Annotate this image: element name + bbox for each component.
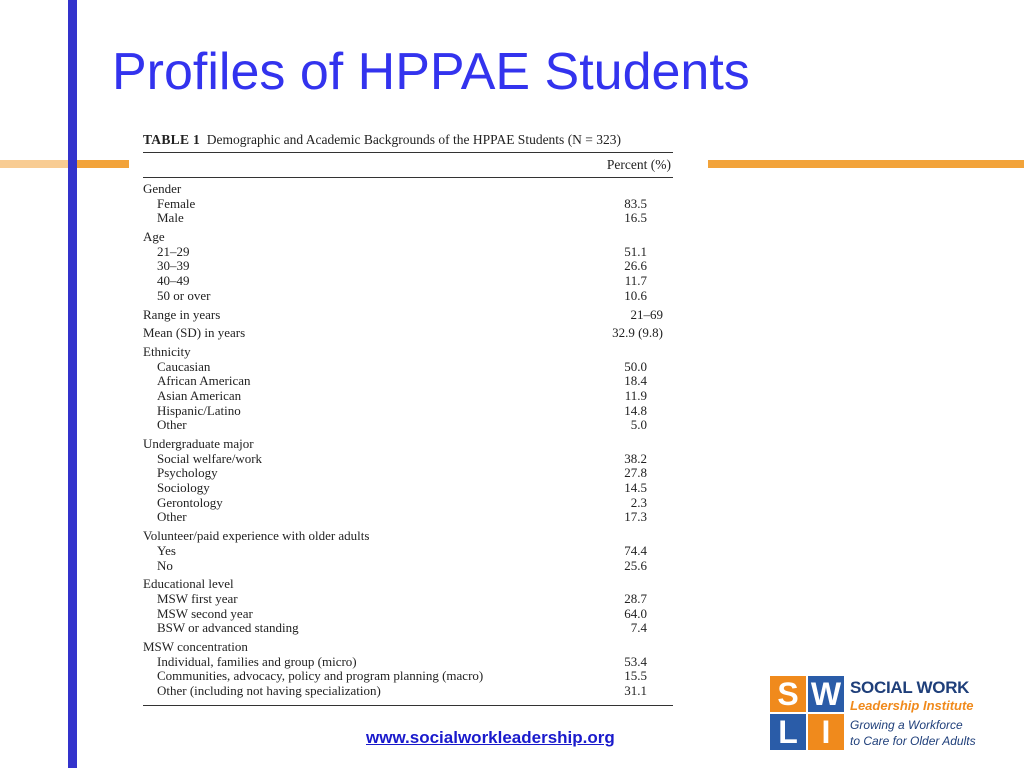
row-value: 10.6 xyxy=(624,287,647,303)
table-row xyxy=(143,669,673,684)
section-heading: Range in years xyxy=(143,306,221,322)
table-row xyxy=(143,374,673,389)
row-label: Other (including not having specialization) xyxy=(157,683,381,698)
row-label: Hispanic/Latino xyxy=(157,402,241,418)
table-section xyxy=(143,230,673,303)
section-heading-row xyxy=(143,308,673,323)
section-value: 32.9 (9.8) xyxy=(612,325,663,341)
row-label: 50 or over xyxy=(157,287,211,303)
row-label: Asian American xyxy=(157,387,242,403)
table-row xyxy=(143,496,673,511)
row-value: 16.5 xyxy=(624,210,647,226)
section-heading-row xyxy=(143,577,673,592)
table-section xyxy=(143,640,673,699)
row-value: 26.6 xyxy=(624,258,647,274)
row-value: 14.5 xyxy=(624,480,647,496)
row-value: 64.0 xyxy=(624,605,647,621)
table-section xyxy=(143,326,673,341)
row-value: 15.5 xyxy=(624,668,647,684)
row-label: Yes xyxy=(157,542,176,558)
section-heading-row xyxy=(143,437,673,452)
logo-line-4: to Care for Older Adults xyxy=(850,734,976,748)
table-caption xyxy=(143,130,673,150)
section-heading-row xyxy=(143,345,673,360)
row-value: 83.5 xyxy=(624,195,647,211)
row-label: Communities, advocacy, policy and program planning (macro) xyxy=(157,668,484,684)
table-row xyxy=(143,452,673,467)
section-value: 21–69 xyxy=(630,306,663,322)
section-heading-row xyxy=(143,640,673,655)
row-value: 28.7 xyxy=(624,590,647,606)
table-header-row xyxy=(143,153,673,177)
table-row xyxy=(143,274,673,289)
row-value: 11.9 xyxy=(624,387,647,403)
row-label: No xyxy=(157,557,173,573)
orange-accent-line-left xyxy=(0,160,68,168)
section-heading-row xyxy=(143,182,673,197)
row-value: 18.4 xyxy=(624,373,647,389)
row-label: MSW first year xyxy=(157,590,238,606)
row-label: Gerontology xyxy=(157,494,223,510)
table-row xyxy=(143,481,673,496)
table-section xyxy=(143,345,673,433)
table-header-rule xyxy=(143,177,673,178)
table-row xyxy=(143,418,673,433)
row-value: 74.4 xyxy=(624,542,647,558)
table-row xyxy=(143,360,673,375)
row-label: African American xyxy=(157,373,251,389)
row-value: 25.6 xyxy=(624,557,647,573)
section-heading: Undergraduate major xyxy=(143,436,254,451)
table-row xyxy=(143,655,673,670)
section-heading: Educational level xyxy=(143,576,234,592)
row-value: 53.4 xyxy=(624,653,647,669)
table-section xyxy=(143,529,673,573)
logo-tile-s: S xyxy=(770,676,806,712)
section-heading: Age xyxy=(143,229,165,245)
row-label: 40–49 xyxy=(157,273,190,289)
table-row xyxy=(143,289,673,304)
logo-line-2: Leadership Institute xyxy=(850,698,974,713)
table-section xyxy=(143,308,673,323)
table-row xyxy=(143,607,673,622)
table-caption-text: Demographic and Academic Backgrounds of the HPPAE Students (N = 323) xyxy=(206,132,622,147)
row-value: 38.2 xyxy=(624,450,647,466)
section-heading-row xyxy=(143,230,673,245)
logo-tile-l: L xyxy=(770,714,806,750)
table-section xyxy=(143,182,673,226)
table-row xyxy=(143,684,673,699)
section-heading: MSW concentration xyxy=(143,638,248,654)
row-label: Other xyxy=(157,417,187,433)
table-row xyxy=(143,559,673,574)
table-row xyxy=(143,259,673,274)
website-link[interactable]: www.socialworkleadership.org xyxy=(366,728,615,747)
table-row xyxy=(143,544,673,559)
logo-tile-i: I xyxy=(808,714,844,750)
table-row xyxy=(143,197,673,212)
swli-logo xyxy=(770,676,990,752)
row-label: MSW second year xyxy=(157,605,253,621)
row-label: 30–39 xyxy=(157,258,190,274)
row-label: Social welfare/work xyxy=(157,450,263,466)
section-heading: Volunteer/paid experience with older adults xyxy=(143,528,370,544)
row-value: 5.0 xyxy=(630,417,647,433)
row-value: 11.7 xyxy=(624,273,647,289)
row-label: Caucasian xyxy=(157,358,211,374)
section-heading: Mean (SD) in years xyxy=(143,325,246,341)
row-value: 31.1 xyxy=(624,683,647,698)
column-header-percent: Percent (%) xyxy=(606,157,671,172)
orange-accent-line-mid xyxy=(77,160,129,168)
row-value: 50.0 xyxy=(624,358,647,374)
row-label: 21–29 xyxy=(157,243,190,259)
row-label: Male xyxy=(157,210,184,226)
row-label: Female xyxy=(157,195,196,211)
table-row xyxy=(143,510,673,525)
logo-line-3: Growing a Workforce xyxy=(850,718,963,732)
row-value: 2.3 xyxy=(630,494,647,510)
demographics-table xyxy=(143,130,673,706)
row-label: BSW or advanced standing xyxy=(157,620,299,636)
row-value: 7.4 xyxy=(630,620,647,636)
row-value: 51.1 xyxy=(624,243,647,259)
table-section xyxy=(143,577,673,636)
slide-title: Profiles of HPPAE Students xyxy=(112,43,750,101)
row-value: 14.8 xyxy=(624,402,647,418)
row-label: Individual, families and group (micro) xyxy=(157,653,357,669)
table-body xyxy=(143,182,673,699)
table-row xyxy=(143,245,673,260)
orange-accent-line-right xyxy=(708,160,1024,168)
table-row xyxy=(143,404,673,419)
section-heading-row xyxy=(143,326,673,341)
table-bottom-rule xyxy=(143,705,673,706)
logo-line-1: SOCIAL WORK xyxy=(850,678,970,697)
table-row xyxy=(143,211,673,226)
table-row xyxy=(143,389,673,404)
table-row xyxy=(143,592,673,607)
row-label: Sociology xyxy=(157,480,210,496)
row-value: 17.3 xyxy=(624,509,647,525)
section-heading: Ethnicity xyxy=(143,343,191,359)
row-label: Other xyxy=(157,509,187,525)
left-accent-bar xyxy=(68,0,77,768)
section-heading-row xyxy=(143,529,673,544)
row-value: 27.8 xyxy=(624,465,647,481)
table-row xyxy=(143,466,673,481)
row-label: Psychology xyxy=(157,465,218,481)
table-section xyxy=(143,437,673,525)
logo-tile-w: W xyxy=(808,676,844,712)
table-row xyxy=(143,621,673,636)
section-heading: Gender xyxy=(143,181,182,196)
table-caption-label: TABLE 1 xyxy=(143,132,200,147)
